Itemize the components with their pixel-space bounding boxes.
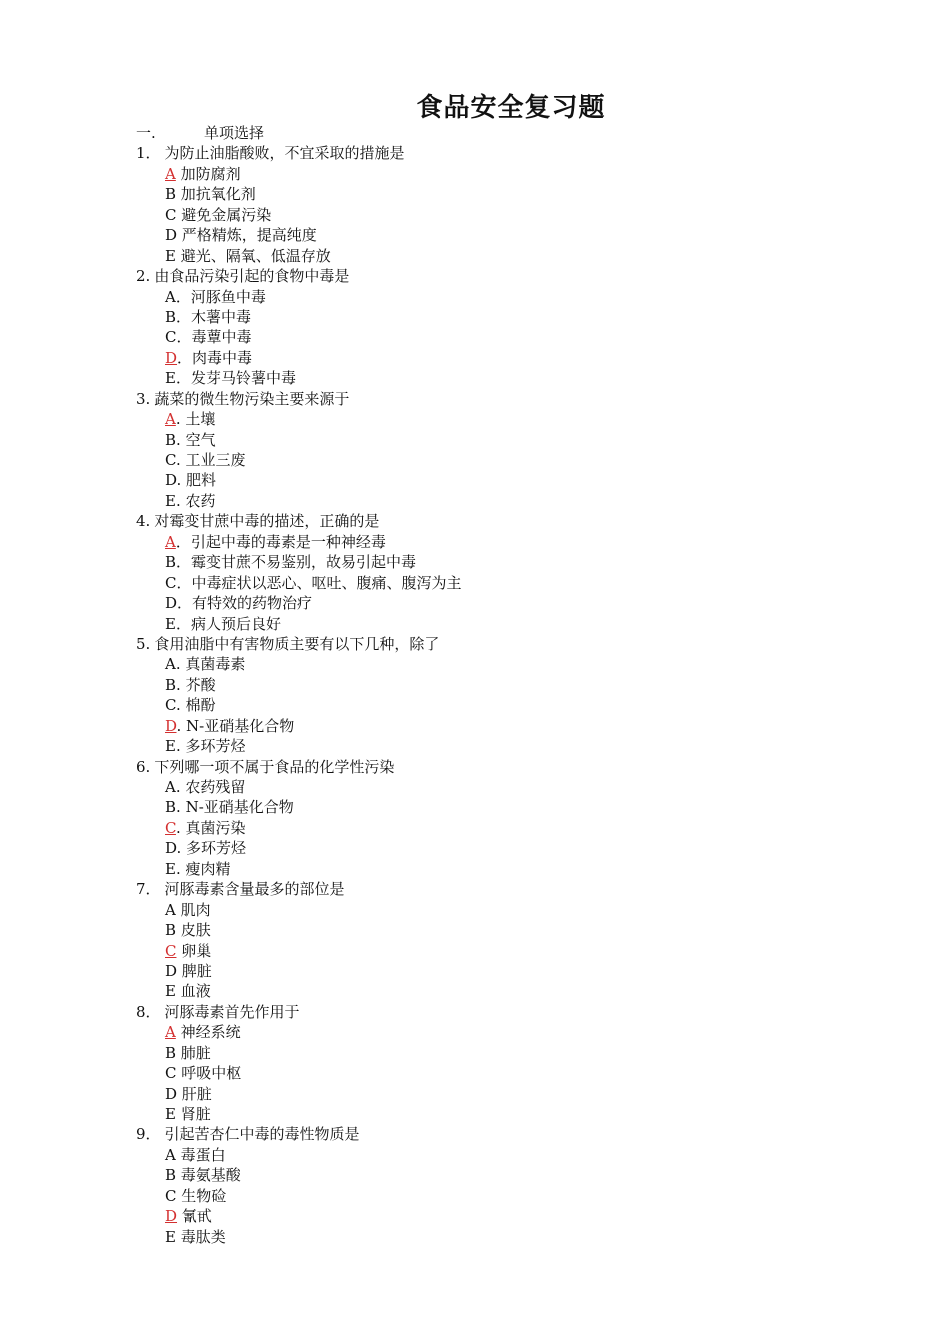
question-text: 为防止油脂酸败，不宜采取的措施是 xyxy=(164,144,405,163)
option-letter: E xyxy=(165,982,176,1001)
answer-option xyxy=(136,675,896,695)
question-number: 1． xyxy=(136,144,161,163)
option-text: 肌肉 xyxy=(175,900,211,919)
option-letter: C xyxy=(165,205,177,224)
answer-option xyxy=(136,900,896,920)
option-text: . 土壤 xyxy=(175,410,216,429)
question-7 xyxy=(136,879,896,899)
option-letter: D xyxy=(165,226,178,245)
option-letter: C xyxy=(165,451,176,469)
document-title: 食品安全复习题 xyxy=(416,93,606,123)
option-letter: C xyxy=(165,696,176,715)
answer-option xyxy=(136,859,896,879)
answer-option xyxy=(136,348,896,368)
question-list xyxy=(136,143,896,1247)
option-text: . N-亚硝基化合物 xyxy=(176,798,294,817)
question-text: 河豚毒素首先作用于 xyxy=(164,1002,300,1021)
option-text: 肝脏 xyxy=(177,1084,212,1103)
option-text: ．河豚鱼中毒 xyxy=(175,287,266,306)
answer-option xyxy=(136,716,896,736)
option-text: 严格精炼，提高纯度 xyxy=(177,226,317,245)
option-text: 血液 xyxy=(175,982,211,1001)
option-letter: D xyxy=(165,594,178,613)
answer-option xyxy=(136,818,896,838)
correct-answer-letter: D xyxy=(165,1207,178,1226)
option-letter: B xyxy=(165,921,177,940)
option-text: 毒肽类 xyxy=(175,1227,226,1246)
option-letter: A xyxy=(165,778,176,796)
option-text: 氰甙 xyxy=(177,1207,212,1226)
question-text: 蔬菜的微生物污染主要来源于 xyxy=(154,389,350,408)
answer-option xyxy=(136,491,896,511)
question-number: 7． xyxy=(136,880,161,899)
option-letter: E xyxy=(165,1227,176,1246)
answer-option xyxy=(136,287,896,307)
question-2 xyxy=(136,266,896,286)
option-letter: B xyxy=(165,798,177,817)
option-text: 生物硷 xyxy=(176,1186,227,1205)
option-text: . 空气 xyxy=(176,430,216,449)
option-text: 皮肤 xyxy=(176,921,211,940)
question-1 xyxy=(136,143,896,163)
option-text: . 农药残留 xyxy=(175,778,246,796)
question-number: 5. xyxy=(136,634,151,653)
option-text: 卵巢 xyxy=(176,941,212,960)
option-text: 避免金属污染 xyxy=(176,205,272,224)
option-text: ．中毒症状以恶心、呕吐、腹痛、腹泻为主 xyxy=(176,573,462,592)
answer-option xyxy=(136,941,896,961)
answer-option xyxy=(136,1145,896,1165)
answer-option xyxy=(136,1186,896,1206)
answer-option xyxy=(136,1227,896,1247)
option-letter: B xyxy=(165,430,177,449)
answer-option xyxy=(136,1022,896,1042)
option-text: . 肥料 xyxy=(176,471,217,490)
answer-option xyxy=(136,920,896,940)
option-text: 呼吸中枢 xyxy=(176,1064,242,1083)
answer-option xyxy=(136,1104,896,1124)
answer-option xyxy=(136,736,896,756)
question-number: 8． xyxy=(136,1002,161,1021)
question-number: 6. xyxy=(136,757,151,776)
question-4 xyxy=(136,511,896,531)
option-text: 肺脏 xyxy=(176,1043,211,1062)
question-text: 下列哪一项不属于食品的化学性污染 xyxy=(154,757,395,776)
question-9 xyxy=(136,1124,896,1144)
option-letter: B xyxy=(165,1166,177,1185)
option-letter: D xyxy=(165,1084,178,1103)
option-letter: D xyxy=(165,961,178,980)
answer-option xyxy=(136,961,896,981)
correct-answer-letter: D xyxy=(165,716,177,735)
answer-option xyxy=(136,409,896,429)
option-letter: C xyxy=(165,1064,177,1083)
option-letter: A xyxy=(165,287,176,306)
question-text: 由食品污染引起的食物中毒是 xyxy=(154,267,350,286)
option-text: 加防腐剂 xyxy=(175,164,241,183)
option-text: ．引起中毒的毒素是一种神经毒 xyxy=(175,532,386,551)
option-text: ．木薯中毒 xyxy=(176,307,252,326)
correct-answer-letter: A xyxy=(165,410,176,429)
option-letter: C xyxy=(165,1186,177,1205)
option-text: . 真菌毒素 xyxy=(175,655,246,674)
option-letter: A xyxy=(165,900,176,919)
answer-option xyxy=(136,777,896,797)
option-text: ．肉毒中毒 xyxy=(177,348,253,367)
correct-answer-letter: D xyxy=(165,348,178,367)
question-3 xyxy=(136,389,896,409)
option-letter: D xyxy=(165,839,177,858)
option-text: . 芥酸 xyxy=(176,675,216,694)
option-text: ．霉变甘蔗不易鉴别，故易引起中毒 xyxy=(176,553,417,572)
option-text: ．毒蕈中毒 xyxy=(176,328,252,347)
question-5 xyxy=(136,634,896,654)
answer-option xyxy=(136,430,896,450)
option-text: 肾脏 xyxy=(175,1105,211,1123)
option-text: . 瘦肉精 xyxy=(175,859,231,878)
question-number: 9． xyxy=(136,1125,161,1144)
option-letter: C xyxy=(165,573,177,592)
option-letter: B xyxy=(165,553,177,572)
option-text: 避光、隔氧、低温存放 xyxy=(175,246,331,265)
option-text: . N-亚硝基化合物 xyxy=(176,716,295,735)
option-text: . 农药 xyxy=(175,491,216,510)
option-letter: E xyxy=(165,614,176,633)
section-number: 一. xyxy=(136,124,156,142)
answer-option xyxy=(136,450,896,470)
answer-option xyxy=(136,368,896,388)
question-8 xyxy=(136,1002,896,1022)
option-letter: E xyxy=(165,737,176,756)
answer-option xyxy=(136,205,896,225)
option-text: 加抗氧化剂 xyxy=(176,185,256,204)
option-letter: B xyxy=(165,675,177,694)
question-text: 对霉变甘蔗中毒的描述，正确的是 xyxy=(154,512,380,531)
option-text: 毒蛋白 xyxy=(175,1145,226,1164)
answer-option xyxy=(136,573,896,593)
correct-answer-letter: C xyxy=(165,941,177,960)
correct-answer-letter: A xyxy=(165,532,176,551)
option-letter: B xyxy=(165,1043,177,1062)
section-title: 单项选择 xyxy=(204,124,265,142)
question-text: 河豚毒素含量最多的部位是 xyxy=(164,880,345,899)
answer-option xyxy=(136,532,896,552)
answer-option xyxy=(136,184,896,204)
section-heading xyxy=(136,123,896,143)
option-text: . 多环芳烃 xyxy=(175,737,246,756)
correct-answer-letter: A xyxy=(165,1023,176,1042)
answer-option xyxy=(136,614,896,634)
option-text: . 多环芳烃 xyxy=(176,839,247,858)
answer-option xyxy=(136,838,896,858)
option-text: ．发芽马铃薯中毒 xyxy=(175,369,296,388)
option-text: 毒氨基酸 xyxy=(176,1166,241,1185)
option-letter: E xyxy=(165,491,176,510)
answer-option xyxy=(136,1206,896,1226)
option-text: ．有特效的药物治疗 xyxy=(177,594,313,613)
answer-option xyxy=(136,797,896,817)
question-text: 引起苦杏仁中毒的毒性物质是 xyxy=(164,1125,360,1144)
option-text: 脾脏 xyxy=(177,961,212,980)
option-text: . 真菌污染 xyxy=(175,818,246,837)
answer-option xyxy=(136,470,896,490)
answer-option xyxy=(136,1165,896,1185)
answer-option xyxy=(136,1084,896,1104)
question-number: 3. xyxy=(136,389,151,408)
option-letter: A xyxy=(165,655,176,674)
correct-answer-letter: C xyxy=(165,818,176,837)
option-letter: C xyxy=(165,328,177,347)
option-letter: E xyxy=(165,859,176,878)
question-number: 4. xyxy=(136,512,151,531)
question-number: 2. xyxy=(136,267,151,286)
answer-option xyxy=(136,593,896,613)
document-body xyxy=(136,123,896,1247)
option-letter: B xyxy=(165,185,177,204)
answer-option xyxy=(136,981,896,1001)
answer-option xyxy=(136,552,896,572)
option-text: . 棉酚 xyxy=(175,696,216,715)
option-letter: D xyxy=(165,471,177,490)
answer-option xyxy=(136,654,896,674)
correct-answer-letter: A xyxy=(165,164,176,183)
option-letter: B xyxy=(165,307,177,326)
option-text: ．病人预后良好 xyxy=(175,614,281,633)
question-6 xyxy=(136,757,896,777)
option-letter: E xyxy=(165,1105,176,1123)
option-text: . 工业三废 xyxy=(175,451,246,469)
answer-option xyxy=(136,246,896,266)
answer-option xyxy=(136,307,896,327)
answer-option xyxy=(136,1063,896,1083)
answer-option xyxy=(136,1043,896,1063)
answer-option xyxy=(136,327,896,347)
answer-option xyxy=(136,225,896,245)
option-letter: E xyxy=(165,246,176,265)
option-letter: E xyxy=(165,369,176,388)
answer-option xyxy=(136,695,896,715)
answer-option xyxy=(136,164,896,184)
option-text: 神经系统 xyxy=(175,1023,241,1042)
option-letter: A xyxy=(165,1145,176,1164)
question-text: 食用油脂中有害物质主要有以下几种，除了 xyxy=(154,634,440,653)
